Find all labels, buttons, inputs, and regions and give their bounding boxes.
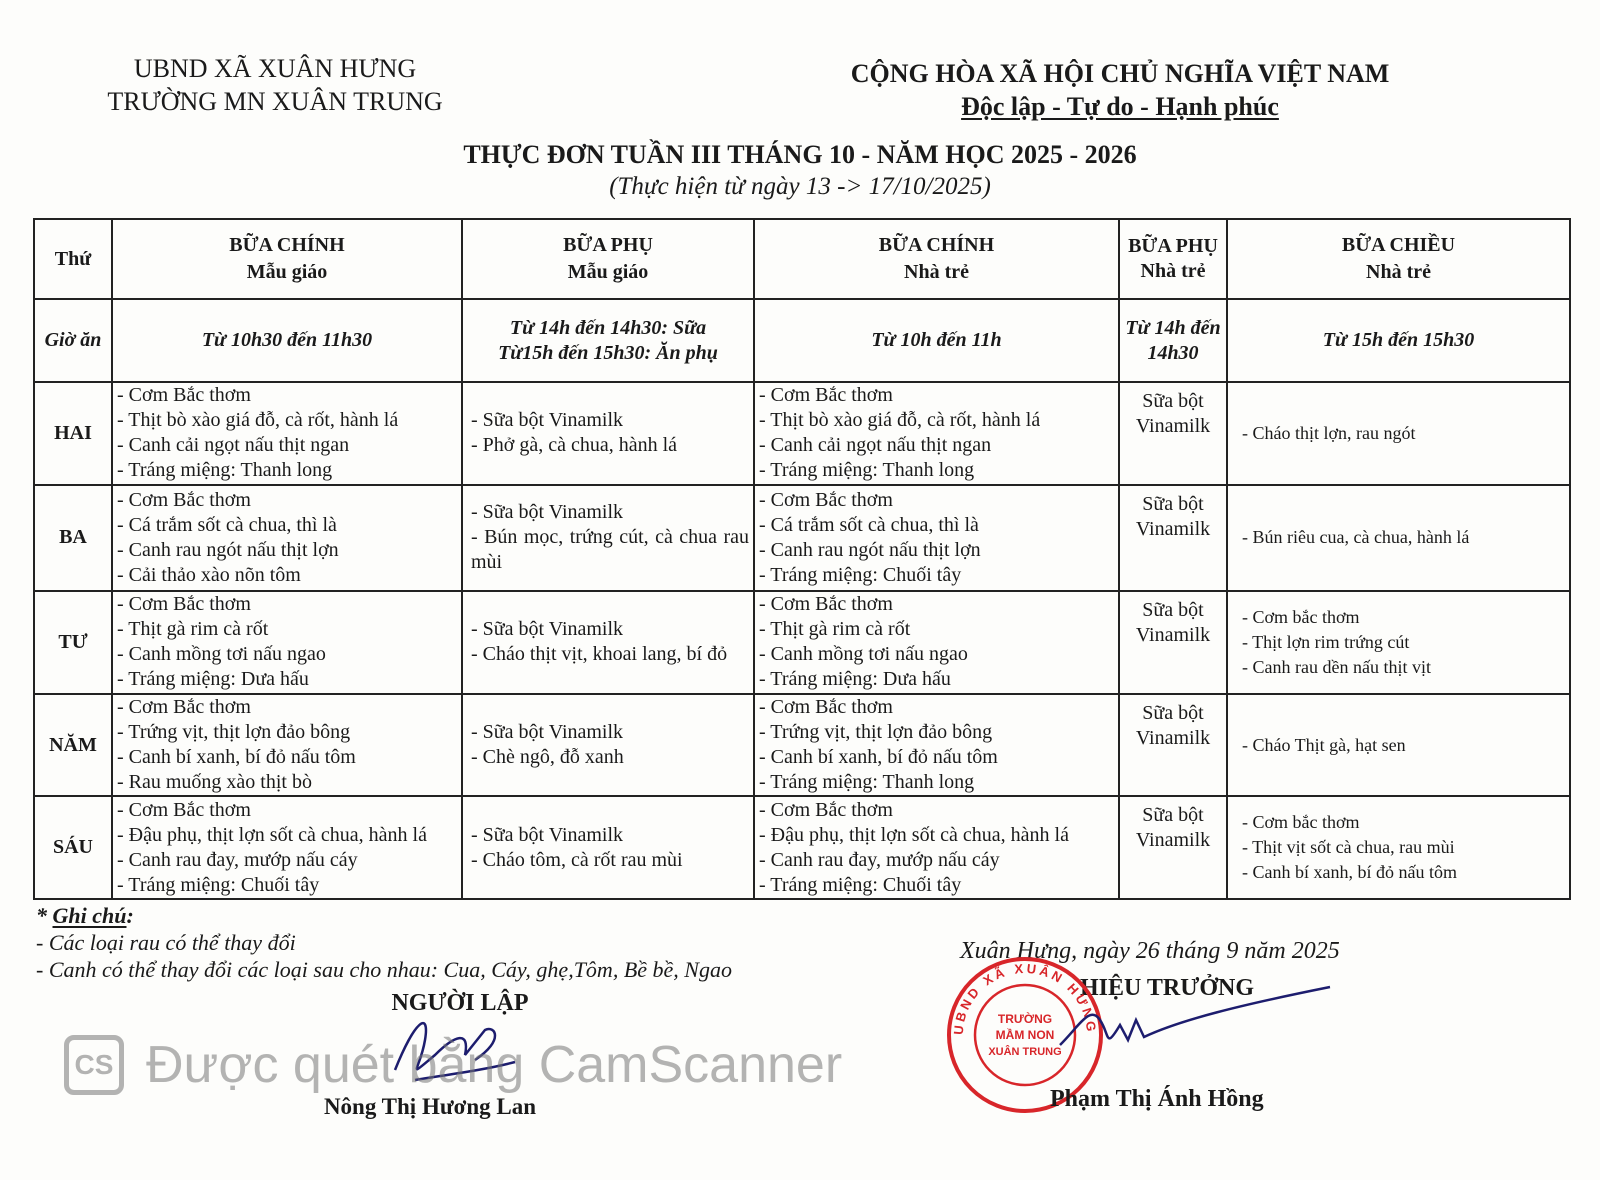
menu-item: - Thịt gà rim cà rốt (117, 618, 269, 641)
note-line: - Các loại rau có thể thay đổi (36, 930, 296, 955)
document-title: THỰC ĐƠN TUẦN III THÁNG 10 - NĂM HỌC 2025 - 2026 (463, 140, 1137, 169)
mg-snack-cell (462, 485, 754, 592)
meal-time-nt-main: Từ 10h đến 11h (754, 299, 1119, 381)
nt-main-cell (754, 485, 1119, 592)
menu-item: - Sữa bột Vinamilk (471, 721, 624, 744)
principal-signature (1040, 965, 1340, 1065)
table-row (34, 485, 1570, 592)
watermark-text: Được quét bằng CamScanner (146, 1036, 843, 1094)
camscanner-watermark (64, 1030, 842, 1100)
menu-item: - Cải thảo xào nõn tôm (117, 563, 301, 586)
mg-main-cell (112, 591, 462, 694)
meal-time-mg-main: Từ 10h30 đến 11h30 (112, 299, 462, 381)
authority-line-2: TRƯỜNG MN XUÂN TRUNG (107, 87, 443, 116)
menu-item: - Canh rau dền nấu thịt vịt (1242, 656, 1431, 677)
menu-item: - Tráng miệng: Dưa hấu (117, 668, 309, 691)
menu-item: - Sữa bột Vinamilk (471, 823, 624, 846)
col-header-nt-afternoon: BỮA CHIỀU Nhà trẻ (1227, 219, 1570, 299)
menu-item: - Trứng vịt, thịt lợn đảo bông (117, 721, 351, 744)
menu-item: - Canh rau ngót nấu thịt lợn (759, 538, 981, 561)
menu-item: - Thịt bò xào giá đỗ, cà rốt, hành lá (759, 409, 1041, 432)
menu-item: - Cháo tôm, cà rốt rau mùi (471, 848, 683, 871)
menu-item: - Canh mồng tơi nấu ngao (117, 643, 326, 666)
menu-item: - Cơm Bắc thơm (759, 696, 893, 719)
day-cell: HAI (34, 382, 112, 485)
menu-item: - Canh bí xanh, bí đỏ nấu tôm (759, 746, 998, 769)
nt-afternoon-cell (1227, 591, 1570, 694)
menu-item: - Cơm Bắc thơm (759, 798, 893, 821)
stamp-line-1: TRƯỜNG (997, 1012, 1053, 1026)
nt-main-cell (754, 694, 1119, 797)
menu-item: - Canh rau đay, mướp nấu cáy (117, 848, 358, 871)
note-line: - Canh có thể thay đổi các loại sau cho nhau: Cua, Cáy, ghẹ,Tôm, Bề bề, Ngao (36, 957, 732, 982)
menu-item: - Đậu phụ, thịt lợn sốt cà chua, hành lá (759, 823, 1069, 846)
nt-main-cell (754, 382, 1119, 485)
col-header-nt-snack: BỮA PHỤ Nhà trẻ (1119, 219, 1227, 299)
menu-item: - Bún riêu cua, cà chua, hành lá (1242, 527, 1470, 548)
nt-snack-cell: Sữa bột Vinamilk (1119, 694, 1227, 797)
col-header-day: Thứ (34, 219, 112, 299)
menu-item: - Cơm Bắc thơm (117, 488, 251, 511)
menu-item: - Tráng miệng: Thanh long (117, 459, 333, 482)
menu-item: - Canh mồng tơi nấu ngao (759, 643, 968, 666)
menu-item: - Cơm Bắc thơm (117, 384, 251, 407)
menu-item: - Canh rau ngót nấu thịt lợn (117, 538, 339, 561)
menu-item: - Cơm Bắc thơm (759, 384, 893, 407)
mg-main-cell (112, 796, 462, 899)
mg-snack-cell (462, 591, 754, 694)
table-row (34, 382, 1570, 485)
col-header-mg-snack: BỮA PHỤ Mẫu giáo (462, 219, 754, 299)
nt-snack-cell: Sữa bột Vinamilk (1119, 382, 1227, 485)
menu-item: - Canh bí xanh, bí đỏ nấu tôm (117, 746, 356, 769)
principal-title: HIỆU TRƯỞNG (1080, 975, 1255, 1001)
menu-item: - Rau muống xào thịt bò (117, 771, 312, 794)
nt-afternoon-cell (1227, 382, 1570, 485)
menu-item: - Bún mọc, trứng cút, cà chua rau mùi (471, 526, 749, 574)
stamp-line-2: MẦM NON (995, 1028, 1055, 1042)
menu-item: - Thịt bò xào giá đỗ, cà rốt, hành lá (117, 409, 399, 432)
table-row (34, 796, 1570, 899)
meal-time-nt-snack: Từ 14h đến 14h30 (1119, 299, 1227, 381)
table-header-row (34, 219, 1570, 299)
authority-line-1: UBND XÃ XUÂN HƯNG (133, 54, 417, 83)
menu-item: - Tráng miệng: Thanh long (759, 771, 975, 794)
mg-snack-cell (462, 382, 754, 485)
menu-item: - Cá trắm sốt cà chua, thì là (117, 513, 337, 536)
meal-time-mg-snack: Từ 14h đến 14h30: Sữa Từ15h đến 15h30: Ăn phụ (462, 299, 754, 381)
day-cell: NĂM (34, 694, 112, 797)
menu-item: - Canh rau đay, mướp nấu cáy (759, 848, 1000, 871)
menu-item: - Tráng miệng: Dưa hấu (759, 668, 951, 691)
menu-item: - Phở gà, cà chua, hành lá (471, 434, 678, 457)
issuing-authority (60, 52, 490, 118)
col-header-nt-main: BỮA CHÍNH Nhà trẻ (754, 219, 1119, 299)
menu-item: - Sữa bột Vinamilk (471, 409, 624, 432)
menu-item: - Trứng vịt, thịt lợn đảo bông (759, 721, 993, 744)
mg-main-cell (112, 485, 462, 592)
menu-item: - Cháo thịt lợn, rau ngót (1242, 422, 1416, 443)
meal-time-nt-afternoon: Từ 15h đến 15h30 (1227, 299, 1570, 381)
mg-snack-cell (462, 694, 754, 797)
motto: Độc lập - Tự do - Hạnh phúc (961, 92, 1279, 121)
table-row (34, 694, 1570, 797)
nt-afternoon-cell (1227, 694, 1570, 797)
creator-title: NGƯỜI LẬP (391, 990, 529, 1016)
menu-item: - Canh cải ngọt nấu thịt ngan (759, 434, 992, 457)
nt-snack-cell: Sữa bột Vinamilk (1119, 591, 1227, 694)
mg-snack-cell (462, 796, 754, 899)
menu-item: - Chè ngô, đỗ xanh (471, 746, 624, 769)
menu-item: - Cơm Bắc thơm (759, 593, 893, 616)
menu-item: - Tráng miệng: Chuối tây (759, 873, 962, 896)
stamp-line-3: XUÂN TRUNG (988, 1046, 1062, 1058)
menu-table (33, 218, 1571, 900)
menu-item: - Cơm Bắc thơm (117, 798, 251, 821)
notes-label: * Ghi chú: (36, 903, 134, 928)
nt-snack-cell: Sữa bột Vinamilk (1119, 485, 1227, 592)
sign-date: Xuân Hưng, ngày 26 tháng 9 năm 2025 (960, 938, 1340, 964)
menu-item: - Sữa bột Vinamilk (471, 618, 624, 641)
col-header-mg-main: BỮA CHÍNH Mẫu giáo (112, 219, 462, 299)
menu-item: - Thịt gà rim cà rốt (759, 618, 911, 641)
menu-item: - Cháo thịt vịt, khoai lang, bí đỏ (471, 643, 728, 666)
menu-item: - Canh cải ngọt nấu thịt ngan (117, 434, 350, 457)
menu-item: - Canh bí xanh, bí đỏ nấu tôm (1242, 862, 1457, 883)
menu-item: - Cơm bắc thơm (1242, 812, 1360, 833)
menu-item: - Tráng miệng: Thanh long (759, 459, 975, 482)
menu-item: - Cơm Bắc thơm (117, 696, 251, 719)
stamp-outer-text: UBND XÃ XUÂN HƯNG (950, 960, 1100, 1036)
principal-name: Phạm Thị Ánh Hồng (1050, 1086, 1264, 1112)
notes (36, 902, 732, 983)
menu-item: - Cơm Bắc thơm (117, 593, 251, 616)
document-subtitle: (Thực hiện từ ngày 13 -> 17/10/2025) (609, 173, 991, 200)
meal-time-label: Giờ ăn (34, 299, 112, 381)
nt-afternoon-cell (1227, 796, 1570, 899)
mg-main-cell (112, 694, 462, 797)
nt-afternoon-cell (1227, 485, 1570, 592)
mg-main-cell (112, 382, 462, 485)
menu-item: - Cơm bắc thơm (1242, 606, 1360, 627)
nt-main-cell (754, 796, 1119, 899)
national-motto (840, 57, 1400, 123)
camscanner-logo-icon: CS (64, 1035, 124, 1095)
menu-item: - Cá trắm sốt cà chua, thì là (759, 513, 979, 536)
nt-main-cell (754, 591, 1119, 694)
menu-item: - Đậu phụ, thịt lợn sốt cà chua, hành lá (117, 823, 427, 846)
day-cell: TƯ (34, 591, 112, 694)
menu-item: - Cơm Bắc thơm (759, 488, 893, 511)
menu-item: - Thịt lợn rim trứng cút (1242, 631, 1410, 652)
table-row (34, 591, 1570, 694)
meal-time-row (34, 299, 1570, 381)
day-cell: BA (34, 485, 112, 592)
menu-item: - Thịt vịt sốt cà chua, rau mùi (1242, 837, 1455, 858)
menu-item: - Cháo Thịt gà, hạt sen (1242, 734, 1406, 755)
nt-snack-cell: Sữa bột Vinamilk (1119, 796, 1227, 899)
menu-item: - Tráng miệng: Chuối tây (759, 563, 962, 586)
country-name: CỘNG HÒA XÃ HỘI CHỦ NGHĨA VIỆT NAM (850, 59, 1390, 88)
menu-item: - Tráng miệng: Chuối tây (117, 873, 320, 896)
day-cell: SÁU (34, 796, 112, 899)
creator-name: Nông Thị Hương Lan (323, 1094, 537, 1119)
menu-item: - Sữa bột Vinamilk (471, 501, 624, 524)
